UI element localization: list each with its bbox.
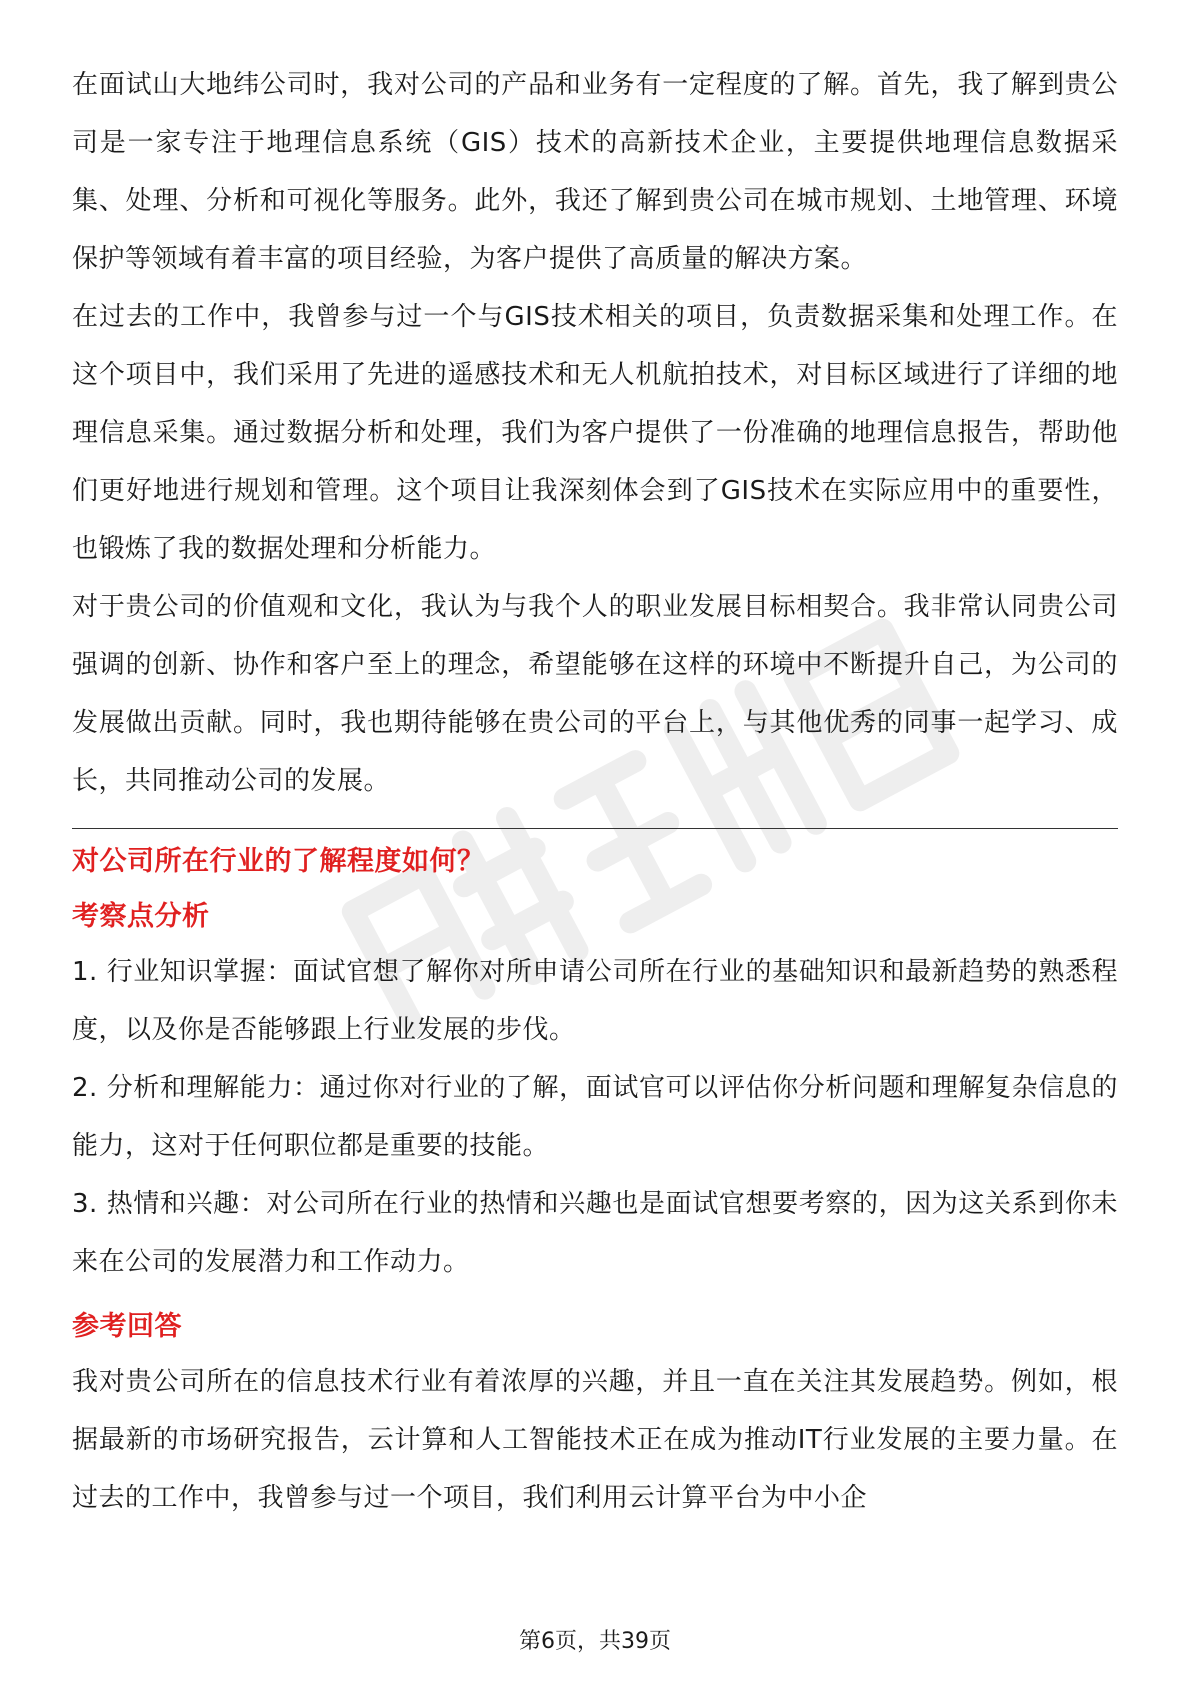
reference-heading: 参考回答 — [72, 1311, 182, 1342]
analysis-point-3: 3. 热情和兴趣：对公司所在行业的热情和兴趣也是面试官想要考察的，因为这关系到你未来在公司的发展潜力和工作动力。 — [72, 1189, 1118, 1277]
analysis-point-2: 2. 分析和理解能力：通过你对行业的了解，面试官可以评估你分析问题和理解复杂信息的能力，这对于任何职位都是重要的技能。 — [72, 1073, 1118, 1161]
question-heading: 对公司所在行业的了解程度如何？ — [72, 846, 485, 877]
document-page — [72, 56, 1118, 1527]
analysis-point-1: 1. 行业知识掌握：面试官想了解你对所申请公司所在行业的基础知识和最新趋势的熟悉程度，以及你是否能够跟上行业发展的步伐。 — [72, 957, 1118, 1045]
intro-paragraph-2: 在过去的工作中，我曾参与过一个与GIS技术相关的项目，负责数据采集和处理工作。在这个项目中，我们采用了先进的遥感技术和无人机航拍技术，对目标区域进行了详细的地理信息采集。通过数据分析和处理，我们为客户提供了一份准确的地理信息报告，帮助他们更好地进行规划和管理。这个项目让我深刻体会到了GIS技术在实际应用中的重要性，也锻炼了我的数据处理和分析能力。 — [72, 302, 1118, 564]
intro-paragraph-1: 在面试山大地纬公司时，我对公司的产品和业务有一定程度的了解。首先，我了解到贵公司是一家专注于地理信息系统（GIS）技术的高新技术企业，主要提供地理信息数据采集、处理、分析和可视化等服务。此外，我还了解到贵公司在城市规划、土地管理、环境保护等领域有着丰富的项目经验，为客户提供了高质量的解决方案。 — [72, 70, 1118, 274]
section-divider — [72, 828, 1118, 829]
analysis-heading: 考察点分析 — [72, 901, 210, 932]
intro-paragraph-3: 对于贵公司的价值观和文化，我认为与我个人的职业发展目标相契合。我非常认同贵公司强调的创新、协作和客户至上的理念，希望能够在这样的环境中不断提升自己，为公司的发展做出贡献。同时，我也期待能够在贵公司的平台上，与其他优秀的同事一起学习、成长，共同推动公司的发展。 — [72, 592, 1118, 796]
page-number: 第6页，共39页 — [519, 1629, 671, 1654]
reference-answer: 我对贵公司所在的信息技术行业有着浓厚的兴趣，并且一直在关注其发展趋势。例如，根据最新的市场研究报告，云计算和人工智能技术正在成为推动IT行业发展的主要力量。在过去的工作中，我曾参与过一个项目，我们利用云计算平台为中小企 — [72, 1367, 1118, 1513]
